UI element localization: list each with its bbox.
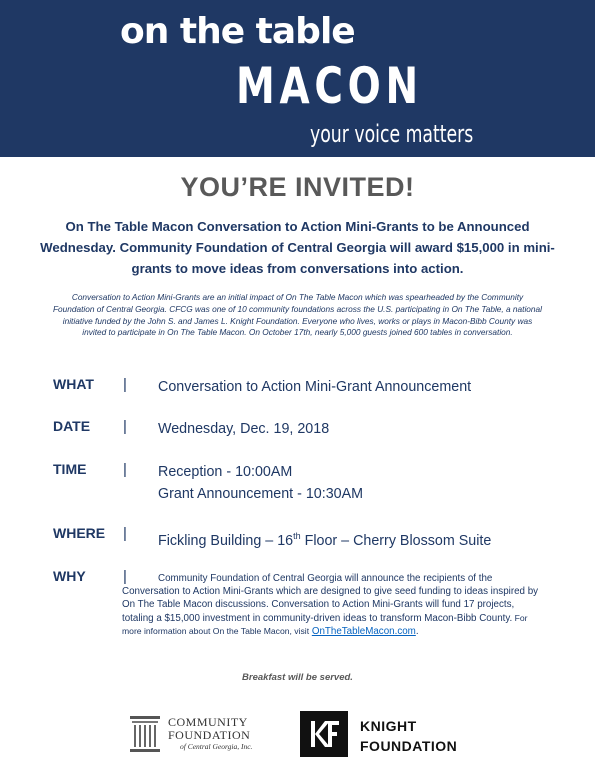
banner-line-2: MACON: [236, 57, 423, 115]
separator: |: [123, 418, 127, 435]
where-value-pre: Fickling Building – 16: [158, 532, 294, 549]
knight-line-2: FOUNDATION: [360, 738, 458, 754]
banner-line-1: on the table: [120, 11, 355, 52]
lead-paragraph: On The Table Macon Conversation to Action Mini-Grants to be Announced Wednesday. Community Foundation of Central Georgia will award $15,000 in mini-grants to move ideas from conversations into action.: [40, 219, 555, 276]
why-label: WHY: [53, 568, 86, 584]
separator: |: [123, 525, 127, 542]
where-value-post: Floor – Cherry Blossom Suite: [300, 532, 492, 549]
date-value: Wednesday, Dec. 19, 2018: [158, 421, 330, 437]
knight-line-1: KNIGHT: [360, 718, 417, 734]
cf-line-2: FOUNDATION: [168, 728, 251, 742]
why-text: Community Foundation of Central Georgia will announce the recipients of the Conversation to Action Mini-Grants which are designed to give seed funding to ideas inspired by On The Table Macon discussions. Conversation to Action Mini-Grants will fund 17 projects, totaling a $15,000 investment in community-driven ideas to transform Macon-Bibb County.: [122, 573, 539, 624]
where-label: WHERE: [53, 525, 106, 541]
why-value: [122, 572, 547, 638]
where-value: [158, 525, 491, 552]
intro-paragraph: Conversation to Action Mini-Grants are an initial impact of On The Table Macon which was spearheaded by the Community Foundation of Central Georgia. CFCG was one of 10 community foundations across the U.S. participating in On The Table, a national initiative funded by the John S. and James L. Knight Foundation. Everyone who lives, works or plays in Macon-Bibb County was invited to participate in On The Table Macon. On October 17th, nearly 5,000 guests joined 600 tables in conversation.: [52, 292, 542, 338]
time-value-1: Reception - 10:00AM: [158, 464, 293, 480]
why-after-link: .: [415, 625, 419, 637]
breakfast-note: Breakfast will be served.: [242, 672, 353, 683]
header-banner: [0, 0, 595, 157]
what-label: WHAT: [53, 376, 94, 392]
kf-mark-icon: [300, 711, 348, 757]
building-icon: [128, 712, 168, 758]
what-value: Conversation to Action Mini-Grant Announcement: [158, 379, 472, 395]
page-title: YOU’RE INVITED!: [180, 172, 415, 202]
separator: |: [123, 376, 127, 393]
time-value-2: Grant Announcement - 10:30AM: [158, 486, 364, 502]
website-link[interactable]: OnTheTableMacon.com: [311, 625, 416, 637]
separator: |: [123, 568, 127, 585]
time-label: TIME: [53, 461, 87, 477]
where-value-sup: th: [293, 531, 301, 541]
date-label: DATE: [53, 418, 91, 434]
banner-tagline: your voice matters: [310, 120, 474, 148]
cf-line-3: of Central Georgia, Inc.: [180, 742, 253, 751]
separator: |: [123, 461, 127, 478]
why-more-info: For more information about On the Table Macon, visit: [122, 612, 528, 636]
cf-line-1: COMMUNITY: [168, 715, 248, 729]
